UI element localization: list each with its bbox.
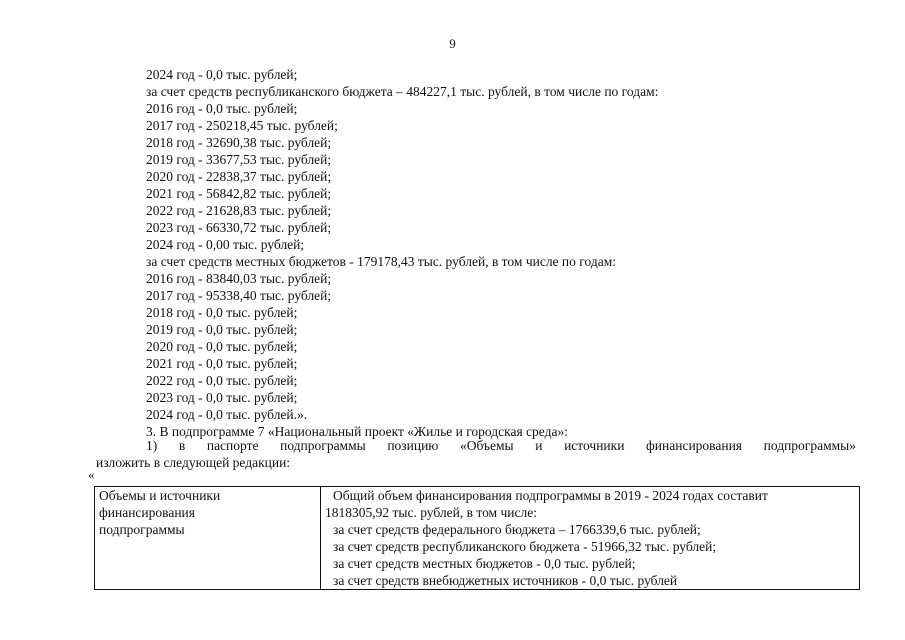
right-cell-item: за счет средств республиканского бюджета - 51966,32 тыс. рублей; (333, 539, 717, 554)
funding-lines-block (146, 66, 866, 440)
funding-line: 2019 год - 0,0 тыс. рублей; (146, 322, 298, 337)
funding-line: 2018 год - 0,0 тыс. рублей; (146, 305, 298, 320)
left-cell-line: подпрограммы (99, 522, 185, 537)
funding-line: 2021 год - 0,0 тыс. рублей; (146, 356, 298, 371)
page-number: 9 (449, 36, 456, 51)
funding-line: 2024 год - 0,0 тыс. рублей; (146, 67, 298, 82)
table-row (95, 487, 860, 590)
section-heading: 3. В подпрограмме 7 «Национальный проект «Жилье и городская среда»: (146, 424, 568, 439)
instruction-line-2: изложить в следующей редакции: (96, 455, 291, 470)
left-cell-line: финансирования (99, 505, 195, 520)
passport-table (94, 486, 860, 590)
instruction-line-1: 1) в паспорте подпрограммы позицию «Объемы и источники финансирования подпрограммы» (146, 438, 856, 453)
table-left-cell (95, 487, 321, 590)
opening-quote: « (88, 467, 95, 482)
right-cell-item: за счет средств местных бюджетов - 0,0 тыс. рублей; (333, 556, 636, 571)
funding-line: 2022 год - 21628,83 тыс. рублей; (146, 203, 332, 218)
funding-line: за счет средств республиканского бюджета – 484227,1 тыс. рублей, в том числе по годам: (146, 84, 659, 99)
left-cell-line: Объемы и источники (99, 488, 221, 503)
funding-line: 2023 год - 0,0 тыс. рублей; (146, 390, 298, 405)
funding-line: 2019 год - 33677,53 тыс. рублей; (146, 152, 332, 167)
funding-line: 2018 год - 32690,38 тыс. рублей; (146, 135, 332, 150)
funding-line: 2017 год - 95338,40 тыс. рублей; (146, 288, 332, 303)
funding-line: 2024 год - 0,0 тыс. рублей.». (146, 407, 308, 422)
funding-line: 2023 год - 66330,72 тыс. рублей; (146, 220, 332, 235)
funding-line: 2024 год - 0,00 тыс. рублей; (146, 237, 305, 252)
table-right-cell (321, 487, 860, 590)
right-cell-first-line: Общий объем финансирования подпрограммы в 2019 - 2024 годах составит (333, 488, 768, 503)
right-cell-second-line: 1818305,92 тыс. рублей, в том числе: (325, 505, 537, 520)
funding-line: 2020 год - 0,0 тыс. рублей; (146, 339, 298, 354)
right-cell-item: за счет средств внебюджетных источников - 0,0 тыс. рублей (333, 573, 678, 588)
funding-line: 2022 год - 0,0 тыс. рублей; (146, 373, 298, 388)
right-cell-item: за счет средств федерального бюджета – 1766339,6 тыс. рублей; (333, 522, 701, 537)
funding-line: 2016 год - 0,0 тыс. рублей; (146, 101, 298, 116)
funding-line: 2020 год - 22838,37 тыс. рублей; (146, 169, 332, 184)
funding-line: за счет средств местных бюджетов - 179178,43 тыс. рублей, в том числе по годам: (146, 254, 616, 269)
funding-line: 2016 год - 83840,03 тыс. рублей; (146, 271, 332, 286)
funding-line: 2017 год - 250218,45 тыс. рублей; (146, 118, 338, 133)
funding-line: 2021 год - 56842,82 тыс. рублей; (146, 186, 332, 201)
